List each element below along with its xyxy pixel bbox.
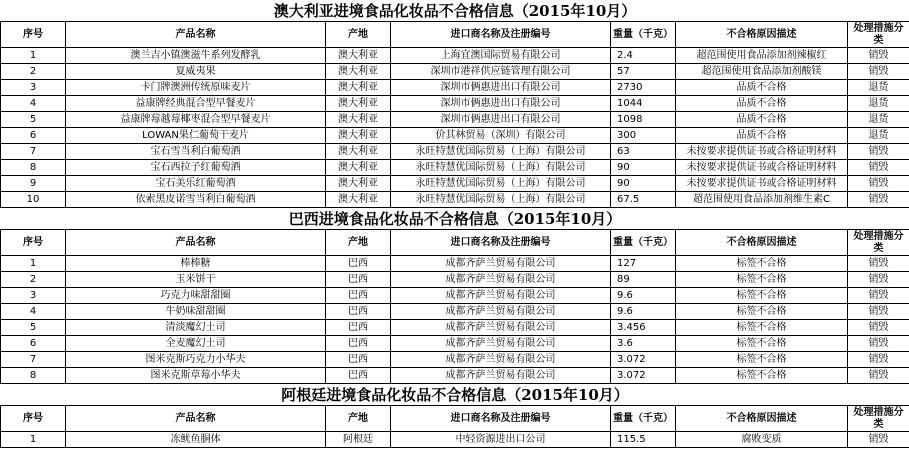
table-row — [1, 144, 909, 160]
reason-cell: 品质不合格 — [676, 128, 848, 144]
product-name-cell: 卡门牌澳洲传统原味麦片 — [66, 80, 326, 96]
importer-cell: 成都齐萨兰贸易有限公司 — [391, 256, 611, 272]
column-header-no: 序号 — [1, 230, 66, 256]
action-cell: 销毁 — [848, 176, 909, 192]
table-row — [1, 336, 909, 352]
importer-cell: 成都齐萨兰贸易有限公司 — [391, 320, 611, 336]
importer-cell: 永旺特慧优国际贸易（上海）有限公司 — [391, 160, 611, 176]
product-name-cell: 益康牌经典混合型早餐麦片 — [66, 96, 326, 112]
origin-cell: 巴西 — [326, 304, 391, 320]
importer-cell: 成都齐萨兰贸易有限公司 — [391, 352, 611, 368]
action-cell: 销毁 — [848, 160, 909, 176]
reason-cell: 未按要求提供证书或合格证明材料 — [676, 176, 848, 192]
action-cell: 销毁 — [848, 64, 909, 80]
importer-cell: 永旺特慧优国际贸易（上海）有限公司 — [391, 192, 611, 208]
reason-cell: 超范围使用食品添加剂酸镁 — [676, 64, 848, 80]
action-cell: 销毁 — [848, 288, 909, 304]
reason-cell: 未按要求提供证书或合格证明材料 — [676, 160, 848, 176]
origin-cell: 澳大利亚 — [326, 128, 391, 144]
serial-cell: 9 — [1, 176, 66, 192]
header-row — [1, 406, 909, 432]
product-name-cell: 益康牌莓越莓椰枣混合型早餐麦片 — [66, 112, 326, 128]
weight-cell: 127 — [611, 256, 676, 272]
table-row — [1, 288, 909, 304]
reason-cell: 标签不合格 — [676, 288, 848, 304]
product-name-cell: 巧克力味甜甜圈 — [66, 288, 326, 304]
weight-cell: 115.5 — [611, 432, 676, 448]
origin-cell: 巴西 — [326, 256, 391, 272]
column-header-name: 产品名称 — [66, 406, 326, 432]
serial-cell: 8 — [1, 368, 66, 384]
serial-cell: 3 — [1, 80, 66, 96]
weight-cell: 90 — [611, 176, 676, 192]
column-header-reason: 不合格原因描述 — [676, 22, 848, 48]
serial-cell: 2 — [1, 272, 66, 288]
importer-cell: 深圳市港祥供应链管理有限公司 — [391, 64, 611, 80]
action-cell: 退货 — [848, 112, 909, 128]
serial-cell: 6 — [1, 336, 66, 352]
serial-cell: 4 — [1, 304, 66, 320]
origin-cell: 澳大利亚 — [326, 64, 391, 80]
origin-cell: 澳大利亚 — [326, 144, 391, 160]
origin-cell: 巴西 — [326, 272, 391, 288]
table-row — [1, 352, 909, 368]
importer-cell: 成都齐萨兰贸易有限公司 — [391, 272, 611, 288]
reason-cell: 未按要求提供证书或合格证明材料 — [676, 144, 848, 160]
table-row — [1, 160, 909, 176]
reason-cell: 标签不合格 — [676, 320, 848, 336]
column-header-reason: 不合格原因描述 — [676, 230, 848, 256]
product-name-cell: 棒棒糖 — [66, 256, 326, 272]
weight-cell: 90 — [611, 160, 676, 176]
action-cell: 销毁 — [848, 432, 909, 448]
weight-cell: 3.456 — [611, 320, 676, 336]
importer-cell: 永旺特慧优国际贸易（上海）有限公司 — [391, 176, 611, 192]
header-row — [1, 22, 909, 48]
table-row — [1, 64, 909, 80]
reason-cell: 标签不合格 — [676, 256, 848, 272]
product-name-cell: LOWAN果仁葡萄干麦片 — [66, 128, 326, 144]
importer-cell: 深圳市俩惠进出口有限公司 — [391, 96, 611, 112]
weight-cell: 1044 — [611, 96, 676, 112]
serial-cell: 1 — [1, 48, 66, 64]
origin-cell: 巴西 — [326, 368, 391, 384]
product-name-cell: 全麦魔幻土司 — [66, 336, 326, 352]
action-cell: 销毁 — [848, 320, 909, 336]
action-cell: 销毁 — [848, 352, 909, 368]
table-row — [1, 128, 909, 144]
action-cell: 退货 — [848, 128, 909, 144]
product-name-cell: 图米克斯巧克力小华夫 — [66, 352, 326, 368]
importer-cell: 深圳市俩惠进出口有限公司 — [391, 80, 611, 96]
column-header-reason: 不合格原因描述 — [676, 406, 848, 432]
column-header-no: 序号 — [1, 22, 66, 48]
weight-cell: 1098 — [611, 112, 676, 128]
column-header-no: 序号 — [1, 406, 66, 432]
weight-cell: 2.4 — [611, 48, 676, 64]
weight-cell: 67.5 — [611, 192, 676, 208]
serial-cell: 4 — [1, 96, 66, 112]
header-row — [1, 230, 909, 256]
table-row — [1, 112, 909, 128]
origin-cell: 巴西 — [326, 320, 391, 336]
product-name-cell: 依索黑皮诺雪当利白葡萄酒 — [66, 192, 326, 208]
column-header-importer: 进口商名称及注册编号 — [391, 406, 611, 432]
importer-cell: 永旺特慧优国际贸易（上海）有限公司 — [391, 144, 611, 160]
action-cell: 销毁 — [848, 256, 909, 272]
product-name-cell: 宝石美乐红葡萄酒 — [66, 176, 326, 192]
column-header-origin: 产地 — [326, 406, 391, 432]
product-name-cell: 玉米饼干 — [66, 272, 326, 288]
section-title: 澳大利亚进境食品化妆品不合格信息（2015年10月） — [273, 2, 637, 20]
product-name-cell: 清淡魔幻土司 — [66, 320, 326, 336]
origin-cell: 阿根廷 — [326, 432, 391, 448]
weight-cell: 89 — [611, 272, 676, 288]
weight-cell: 2730 — [611, 80, 676, 96]
reason-cell: 标签不合格 — [676, 368, 848, 384]
table-row — [1, 256, 909, 272]
reason-cell: 品质不合格 — [676, 112, 848, 128]
reason-cell: 标签不合格 — [676, 304, 848, 320]
serial-cell: 7 — [1, 352, 66, 368]
origin-cell: 巴西 — [326, 336, 391, 352]
section-title: 阿根廷进境食品化妆品不合格信息（2015年10月） — [281, 386, 629, 404]
serial-cell: 7 — [1, 144, 66, 160]
origin-cell: 澳大利亚 — [326, 112, 391, 128]
action-cell: 销毁 — [848, 368, 909, 384]
table-row — [1, 96, 909, 112]
action-cell: 退货 — [848, 96, 909, 112]
weight-cell: 9.6 — [611, 288, 676, 304]
table-row — [1, 320, 909, 336]
origin-cell: 澳大利亚 — [326, 160, 391, 176]
weight-cell: 3.072 — [611, 368, 676, 384]
importer-cell: 成都齐萨兰贸易有限公司 — [391, 304, 611, 320]
reason-cell: 超范围使用食品添加剂维生素C — [676, 192, 848, 208]
table-row — [1, 192, 909, 208]
reason-cell: 腐败变质 — [676, 432, 848, 448]
origin-cell: 巴西 — [326, 352, 391, 368]
serial-cell: 10 — [1, 192, 66, 208]
weight-cell: 57 — [611, 64, 676, 80]
origin-cell: 澳大利亚 — [326, 80, 391, 96]
table-row — [1, 304, 909, 320]
column-header-action: 处理措施分类 — [848, 22, 909, 48]
reason-cell: 标签不合格 — [676, 352, 848, 368]
serial-cell: 3 — [1, 288, 66, 304]
section-title-row — [1, 0, 909, 22]
importer-cell: 深圳市俩惠进出口有限公司 — [391, 112, 611, 128]
serial-cell: 6 — [1, 128, 66, 144]
reason-cell: 超范围使用食品添加剂辣椒红 — [676, 48, 848, 64]
origin-cell: 澳大利亚 — [326, 48, 391, 64]
weight-cell: 3.6 — [611, 336, 676, 352]
importer-cell: 中轻资源进出口公司 — [391, 432, 611, 448]
serial-cell: 1 — [1, 256, 66, 272]
weight-cell: 63 — [611, 144, 676, 160]
action-cell: 销毁 — [848, 272, 909, 288]
product-name-cell: 牛奶味甜甜圈 — [66, 304, 326, 320]
origin-cell: 澳大利亚 — [326, 176, 391, 192]
action-cell: 销毁 — [848, 48, 909, 64]
serial-cell: 2 — [1, 64, 66, 80]
column-header-action: 处理措施分类 — [848, 230, 909, 256]
origin-cell: 澳大利亚 — [326, 192, 391, 208]
section-title: 巴西进境食品化妆品不合格信息（2015年10月） — [288, 210, 622, 228]
serial-cell: 5 — [1, 112, 66, 128]
product-name-cell: 图米克斯草莓小华夫 — [66, 368, 326, 384]
column-header-origin: 产地 — [326, 230, 391, 256]
product-name-cell: 宝石雪当利白葡萄酒 — [66, 144, 326, 160]
product-name-cell: 澳兰吉小镇澳滋牛系列发酵乳 — [66, 48, 326, 64]
importer-cell: 上海宜澳国际贸易有限公司 — [391, 48, 611, 64]
column-header-name: 产品名称 — [66, 230, 326, 256]
action-cell: 退货 — [848, 80, 909, 96]
importer-cell: 成都齐萨兰贸易有限公司 — [391, 368, 611, 384]
action-cell: 销毁 — [848, 144, 909, 160]
product-name-cell: 宝石西拉子红葡萄酒 — [66, 160, 326, 176]
column-header-origin: 产地 — [326, 22, 391, 48]
column-header-importer: 进口商名称及注册编号 — [391, 230, 611, 256]
table-body — [1, 0, 909, 448]
reason-cell: 标签不合格 — [676, 336, 848, 352]
reason-cell: 品质不合格 — [676, 96, 848, 112]
reason-cell: 品质不合格 — [676, 80, 848, 96]
serial-cell: 5 — [1, 320, 66, 336]
weight-cell: 3.072 — [611, 352, 676, 368]
importer-cell: 价其林贸易（深圳）有限公司 — [391, 128, 611, 144]
column-header-name: 产品名称 — [66, 22, 326, 48]
action-cell: 销毁 — [848, 192, 909, 208]
table-row — [1, 80, 909, 96]
importer-cell: 成都齐萨兰贸易有限公司 — [391, 336, 611, 352]
origin-cell: 巴西 — [326, 288, 391, 304]
column-header-weight: 重量（千克） — [611, 22, 676, 48]
table-row — [1, 432, 909, 448]
table-row — [1, 368, 909, 384]
importer-cell: 成都齐萨兰贸易有限公司 — [391, 288, 611, 304]
action-cell: 销毁 — [848, 336, 909, 352]
reason-cell: 标签不合格 — [676, 272, 848, 288]
section-title-row — [1, 208, 909, 230]
action-cell: 销毁 — [848, 304, 909, 320]
table-row — [1, 176, 909, 192]
table-row — [1, 272, 909, 288]
weight-cell: 300 — [611, 128, 676, 144]
column-header-action: 处理措施分类 — [848, 406, 909, 432]
product-name-cell: 夏威夷果 — [66, 64, 326, 80]
origin-cell: 澳大利亚 — [326, 96, 391, 112]
serial-cell: 1 — [1, 432, 66, 448]
section-title-row — [1, 384, 909, 406]
product-name-cell: 冻鱿鱼胴体 — [66, 432, 326, 448]
column-header-weight: 重量（千克） — [611, 230, 676, 256]
column-header-importer: 进口商名称及注册编号 — [391, 22, 611, 48]
column-header-weight: 重量（千克） — [611, 406, 676, 432]
table-row — [1, 48, 909, 64]
serial-cell: 8 — [1, 160, 66, 176]
weight-cell: 9.6 — [611, 304, 676, 320]
